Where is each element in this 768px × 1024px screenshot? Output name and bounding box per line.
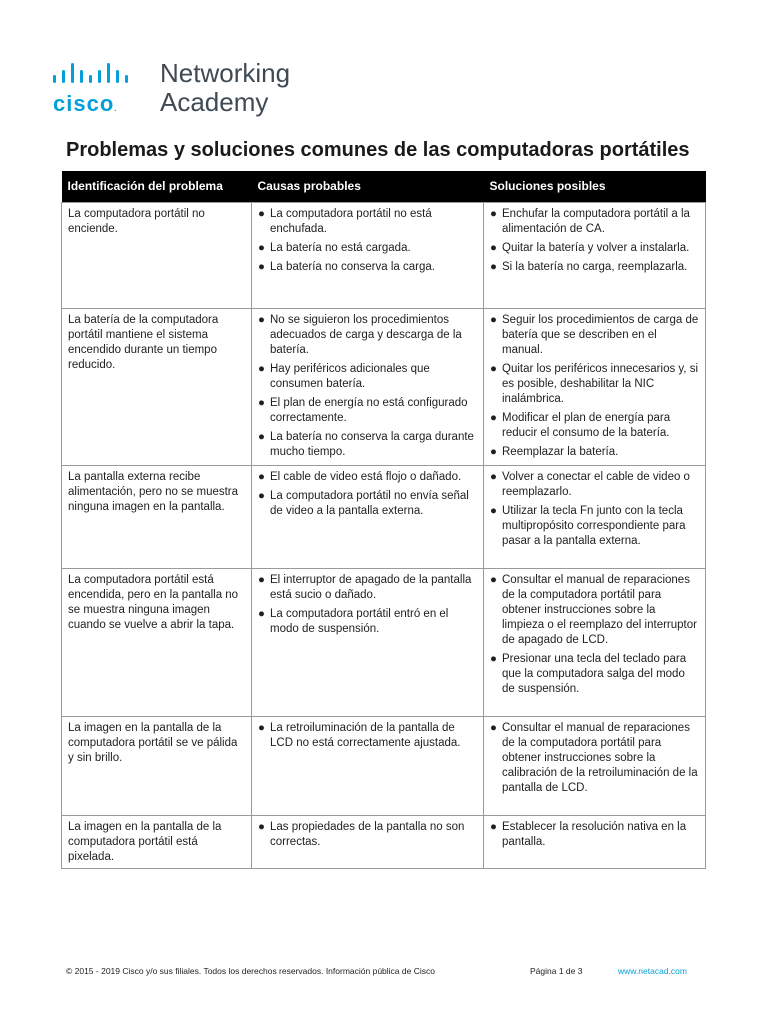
causes-cell xyxy=(252,717,484,816)
list-item: ● La batería no está cargada. xyxy=(258,242,411,254)
solutions-list xyxy=(490,207,699,275)
problem-cell: La imagen en la pantalla de la computadora portátil se ve pálida y sin brillo. xyxy=(62,717,252,816)
footer-url-link[interactable]: www.netacad.com xyxy=(618,966,687,976)
problem-cell: La computadora portátil está encendida, pero en la pantalla no se muestra ninguna imagen cuando se vuelve a abrir la tapa. xyxy=(62,569,252,717)
problem-cell: La computadora portátil no enciende. xyxy=(62,203,252,309)
list-item: ● Consultar el manual de reparaciones de la computadora portátil para obtener instrucciones sobre la limpieza o el reemplazo del interruptor de apagado de LCD. xyxy=(490,574,697,646)
list-item: ● La computadora portátil entró en el modo de suspensión. xyxy=(258,608,449,635)
footer-page-number: Página 1 de 3 xyxy=(530,966,583,976)
solutions-list xyxy=(490,313,699,460)
solutions-list xyxy=(490,470,699,549)
header-causes: Causas probables xyxy=(252,171,484,203)
list-item: ● Si la batería no carga, reemplazarla. xyxy=(490,261,688,273)
solutions-cell xyxy=(484,466,706,569)
table-row xyxy=(62,309,706,466)
problem-cell: La batería de la computadora portátil mantiene el sistema encendido durante un tiempo reducido. xyxy=(62,309,252,466)
solutions-list xyxy=(490,573,699,697)
logo-networking-text: Networking xyxy=(160,58,291,88)
list-item: ● La computadora portátil no envía señal de video a la pantalla externa. xyxy=(258,490,469,517)
causes-cell xyxy=(252,569,484,717)
header-problem: Identificación del problema xyxy=(62,171,252,203)
list-item: ● Modificar el plan de energía para reducir el consumo de la batería. xyxy=(490,412,671,439)
causes-list xyxy=(258,573,477,637)
table-row xyxy=(62,569,706,717)
page-title: Problemas y soluciones comunes de las computadoras portátiles xyxy=(66,139,690,161)
solutions-cell xyxy=(484,717,706,816)
list-item: ● Seguir los procedimientos de carga de batería que se describen en el manual. xyxy=(490,314,699,356)
causes-list xyxy=(258,721,477,751)
list-item: ● Quitar los periféricos innecesarios y, si es posible, deshabilitar la NIC inalámbrica. xyxy=(490,363,698,405)
list-item: ● El plan de energía no está configurado correctamente. xyxy=(258,397,468,424)
table-header-row xyxy=(62,171,706,203)
troubleshooting-table xyxy=(61,171,706,869)
causes-cell xyxy=(252,309,484,466)
list-item: ● Utilizar la tecla Fn junto con la tecla multipropósito correspondiente para pasar a la pantalla externa. xyxy=(490,505,686,547)
solutions-list xyxy=(490,721,699,796)
list-item: ● Establecer la resolución nativa en la pantalla. xyxy=(490,821,687,848)
list-item: ● La batería no conserva la carga. xyxy=(258,261,435,273)
list-item: ● No se siguieron los procedimientos adecuados de carga y descarga de la batería. xyxy=(258,314,462,356)
list-item: ● La batería no conserva la carga durante mucho tiempo. xyxy=(258,431,474,458)
solutions-cell xyxy=(484,569,706,717)
solutions-list xyxy=(490,820,699,850)
problem-cell: La pantalla externa recibe alimentación, pero no se muestra ninguna imagen en la pantalla. xyxy=(62,466,252,569)
list-item: ● Quitar la batería y volver a instalarla. xyxy=(490,242,690,254)
causes-cell xyxy=(252,466,484,569)
cisco-bars-icon xyxy=(53,61,147,87)
header-solutions: Soluciones posibles xyxy=(484,171,706,203)
list-item: ● El interruptor de apagado de la pantalla está sucio o dañado. xyxy=(258,574,472,601)
list-item: ● El cable de video está flojo o dañado. xyxy=(258,471,462,483)
table-row xyxy=(62,816,706,869)
causes-list xyxy=(258,820,477,850)
table-row xyxy=(62,203,706,309)
footer-copyright: © 2015 - 2019 Cisco y/o sus filiales. Todos los derechos reservados. Información pública de Cisco xyxy=(66,966,435,976)
list-item: ● Reemplazar la batería. xyxy=(490,446,619,458)
causes-list xyxy=(258,313,477,460)
causes-cell xyxy=(252,816,484,869)
list-item: ● Las propiedades de la pantalla no son correctas. xyxy=(258,821,465,848)
problem-cell: La imagen en la pantalla de la computadora portátil está pixelada. xyxy=(62,816,252,869)
cisco-networking-academy-logo xyxy=(53,60,313,120)
table-row xyxy=(62,466,706,569)
table-row xyxy=(62,717,706,816)
list-item: ● Volver a conectar el cable de video o reemplazarlo. xyxy=(490,471,690,498)
causes-list xyxy=(258,207,477,275)
list-item: ● La retroiluminación de la pantalla de LCD no está correctamente ajustada. xyxy=(258,722,461,749)
causes-list xyxy=(258,470,477,519)
cisco-wordmark: cisco. xyxy=(53,91,117,116)
solutions-cell xyxy=(484,816,706,869)
list-item: ● La computadora portátil no está enchufada. xyxy=(258,208,432,235)
solutions-cell xyxy=(484,309,706,466)
list-item: ● Hay periféricos adicionales que consumen batería. xyxy=(258,363,430,390)
solutions-cell xyxy=(484,203,706,309)
causes-cell xyxy=(252,203,484,309)
list-item: ● Enchufar la computadora portátil a la alimentación de CA. xyxy=(490,208,690,235)
list-item: ● Presionar una tecla del teclado para que la computadora salga del modo de suspensión. xyxy=(490,653,687,695)
logo-academy-text: Academy xyxy=(160,87,269,117)
list-item: ● Consultar el manual de reparaciones de la computadora portátil para obtener instrucciones sobre la calibración de la retroiluminación de la pantalla de LCD. xyxy=(490,722,698,794)
